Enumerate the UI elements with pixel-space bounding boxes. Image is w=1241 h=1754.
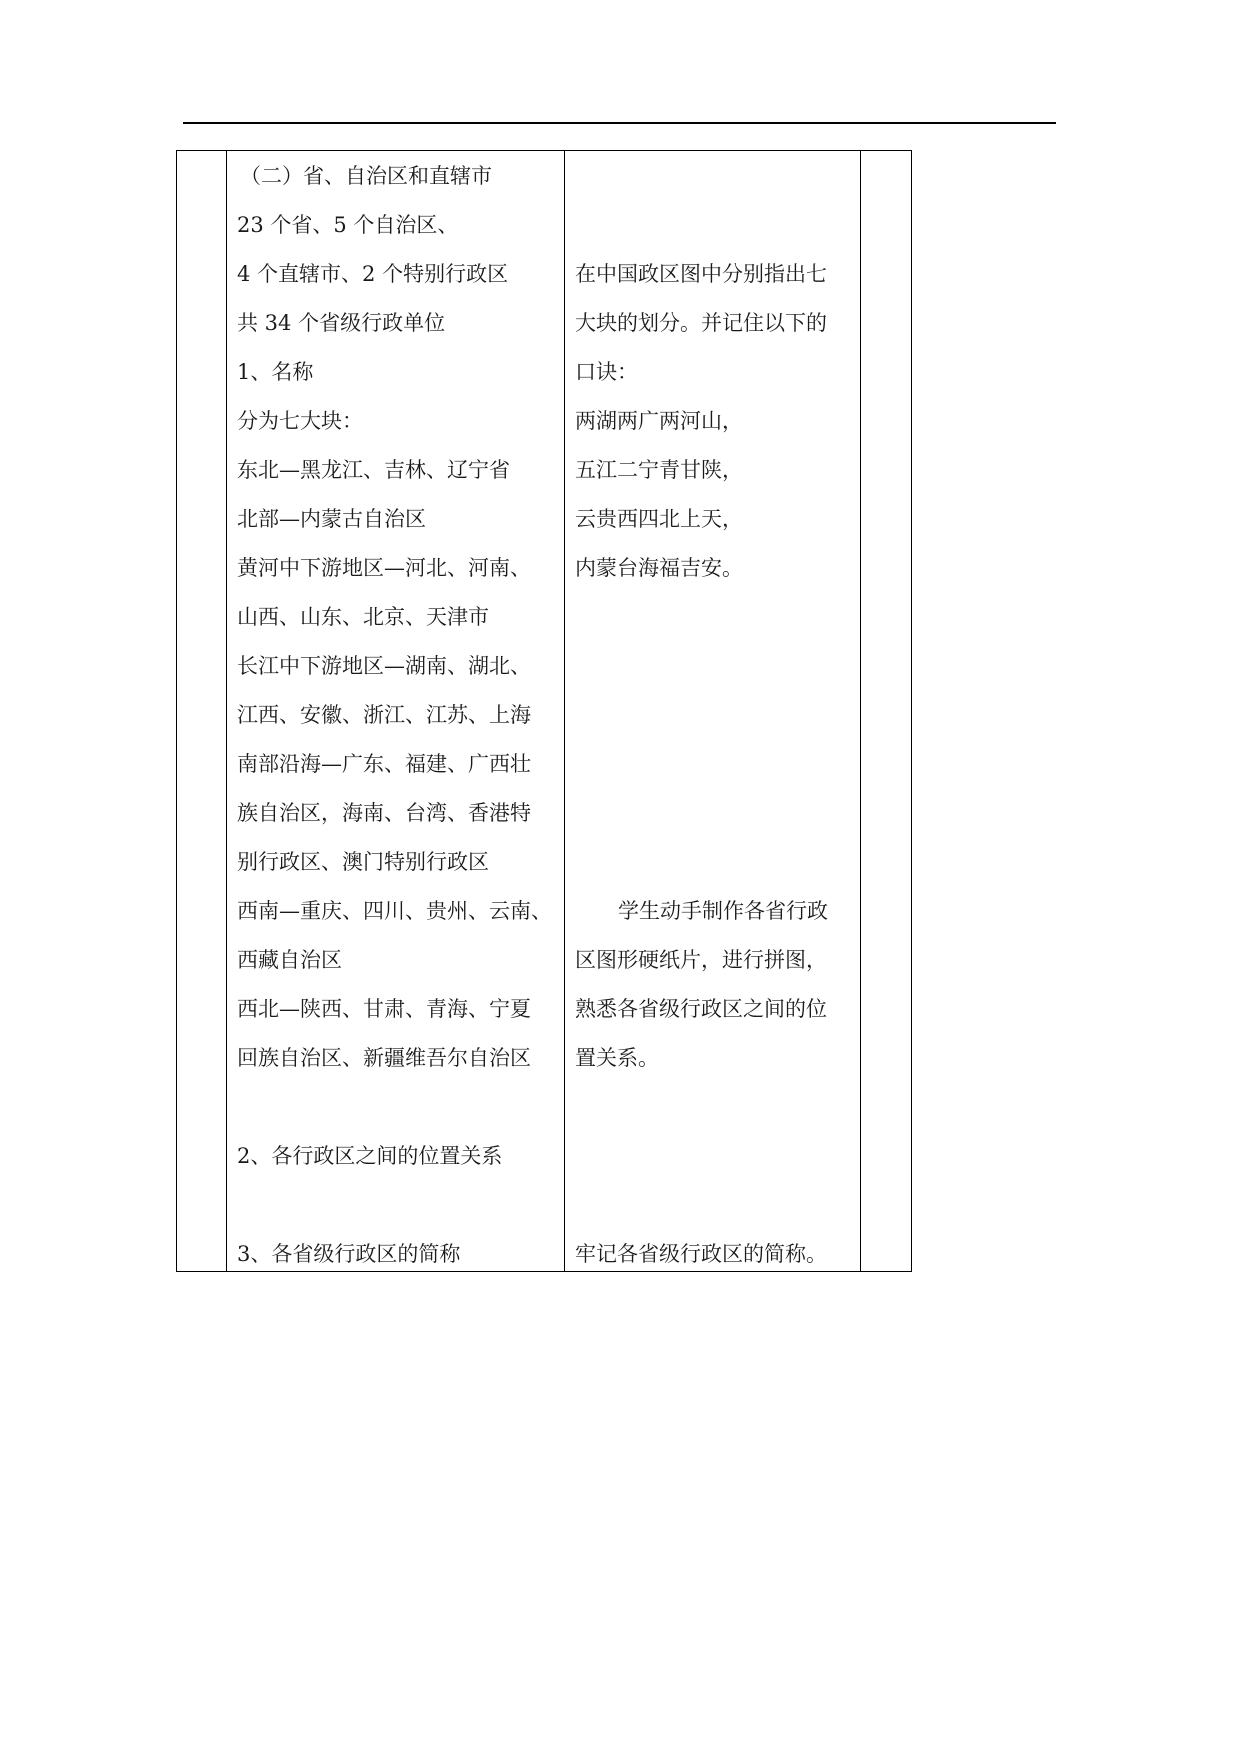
lesson-table [176,150,912,1272]
activity-line: 学生动手制作各省行政 [618,899,828,923]
content-line: 别行政区、澳门特别行政区 [237,850,489,874]
activity-line: 大块的划分。并记住以下的 [575,311,827,335]
activity-line: 云贵西四北上天， [575,507,743,531]
content-line: 山西、山东、北京、天津市 [237,605,489,629]
content-line: 2、各行政区之间的位置关系 [237,1144,503,1168]
activity-line: 口诀： [575,360,638,384]
content-line: 4 个直辖市、2 个特别行政区 [237,262,509,286]
content-column [237,151,559,1271]
activity-line: 区图形硬纸片，进行拼图， [575,948,827,972]
content-line: 回族自治区、新疆维吾尔自治区 [237,1046,531,1070]
header-rule [183,122,1056,124]
content-line: 分为七大块： [237,409,363,433]
activity-line: 内蒙台海福吉安。 [575,556,743,580]
content-line: 西北—陕西、甘肃、青海、宁夏 [237,997,531,1021]
content-line: 南部沿海—广东、福建、广西壮 [237,752,531,776]
activity-line: 在中国政区图中分别指出七 [575,262,827,286]
content-line: 1、名称 [237,360,314,384]
content-line: （二）省、自治区和直辖市 [240,164,492,188]
content-line: 共 34 个省级行政单位 [237,311,446,335]
content-line: 江西、安徽、浙江、江苏、上海 [237,703,531,727]
column-divider-2 [564,151,565,1271]
content-line: 23 个省、5 个自治区、 [237,213,459,237]
content-line: 3、各省级行政区的简称 [237,1242,461,1266]
content-line: 长江中下游地区—湖南、湖北、 [237,654,531,678]
activity-line: 五江二宁青甘陕， [575,458,743,482]
content-line: 北部—内蒙古自治区 [237,507,426,531]
content-line: 东北—黑龙江、吉林、辽宁省 [237,458,510,482]
content-line: 西藏自治区 [237,948,342,972]
activity-line: 置关系。 [575,1046,659,1070]
column-divider-3 [860,151,861,1271]
activity-line: 牢记各省级行政区的简称。 [575,1242,827,1266]
content-line: 西南—重庆、四川、贵州、云南、 [237,899,552,923]
activity-line: 熟悉各省级行政区之间的位 [575,997,827,1021]
content-line: 黄河中下游地区—河北、河南、 [237,556,531,580]
content-line: 族自治区，海南、台湾、香港特 [237,801,531,825]
column-divider-1 [226,151,227,1271]
activities-column [575,151,855,1271]
activity-line: 两湖两广两河山， [575,409,743,433]
